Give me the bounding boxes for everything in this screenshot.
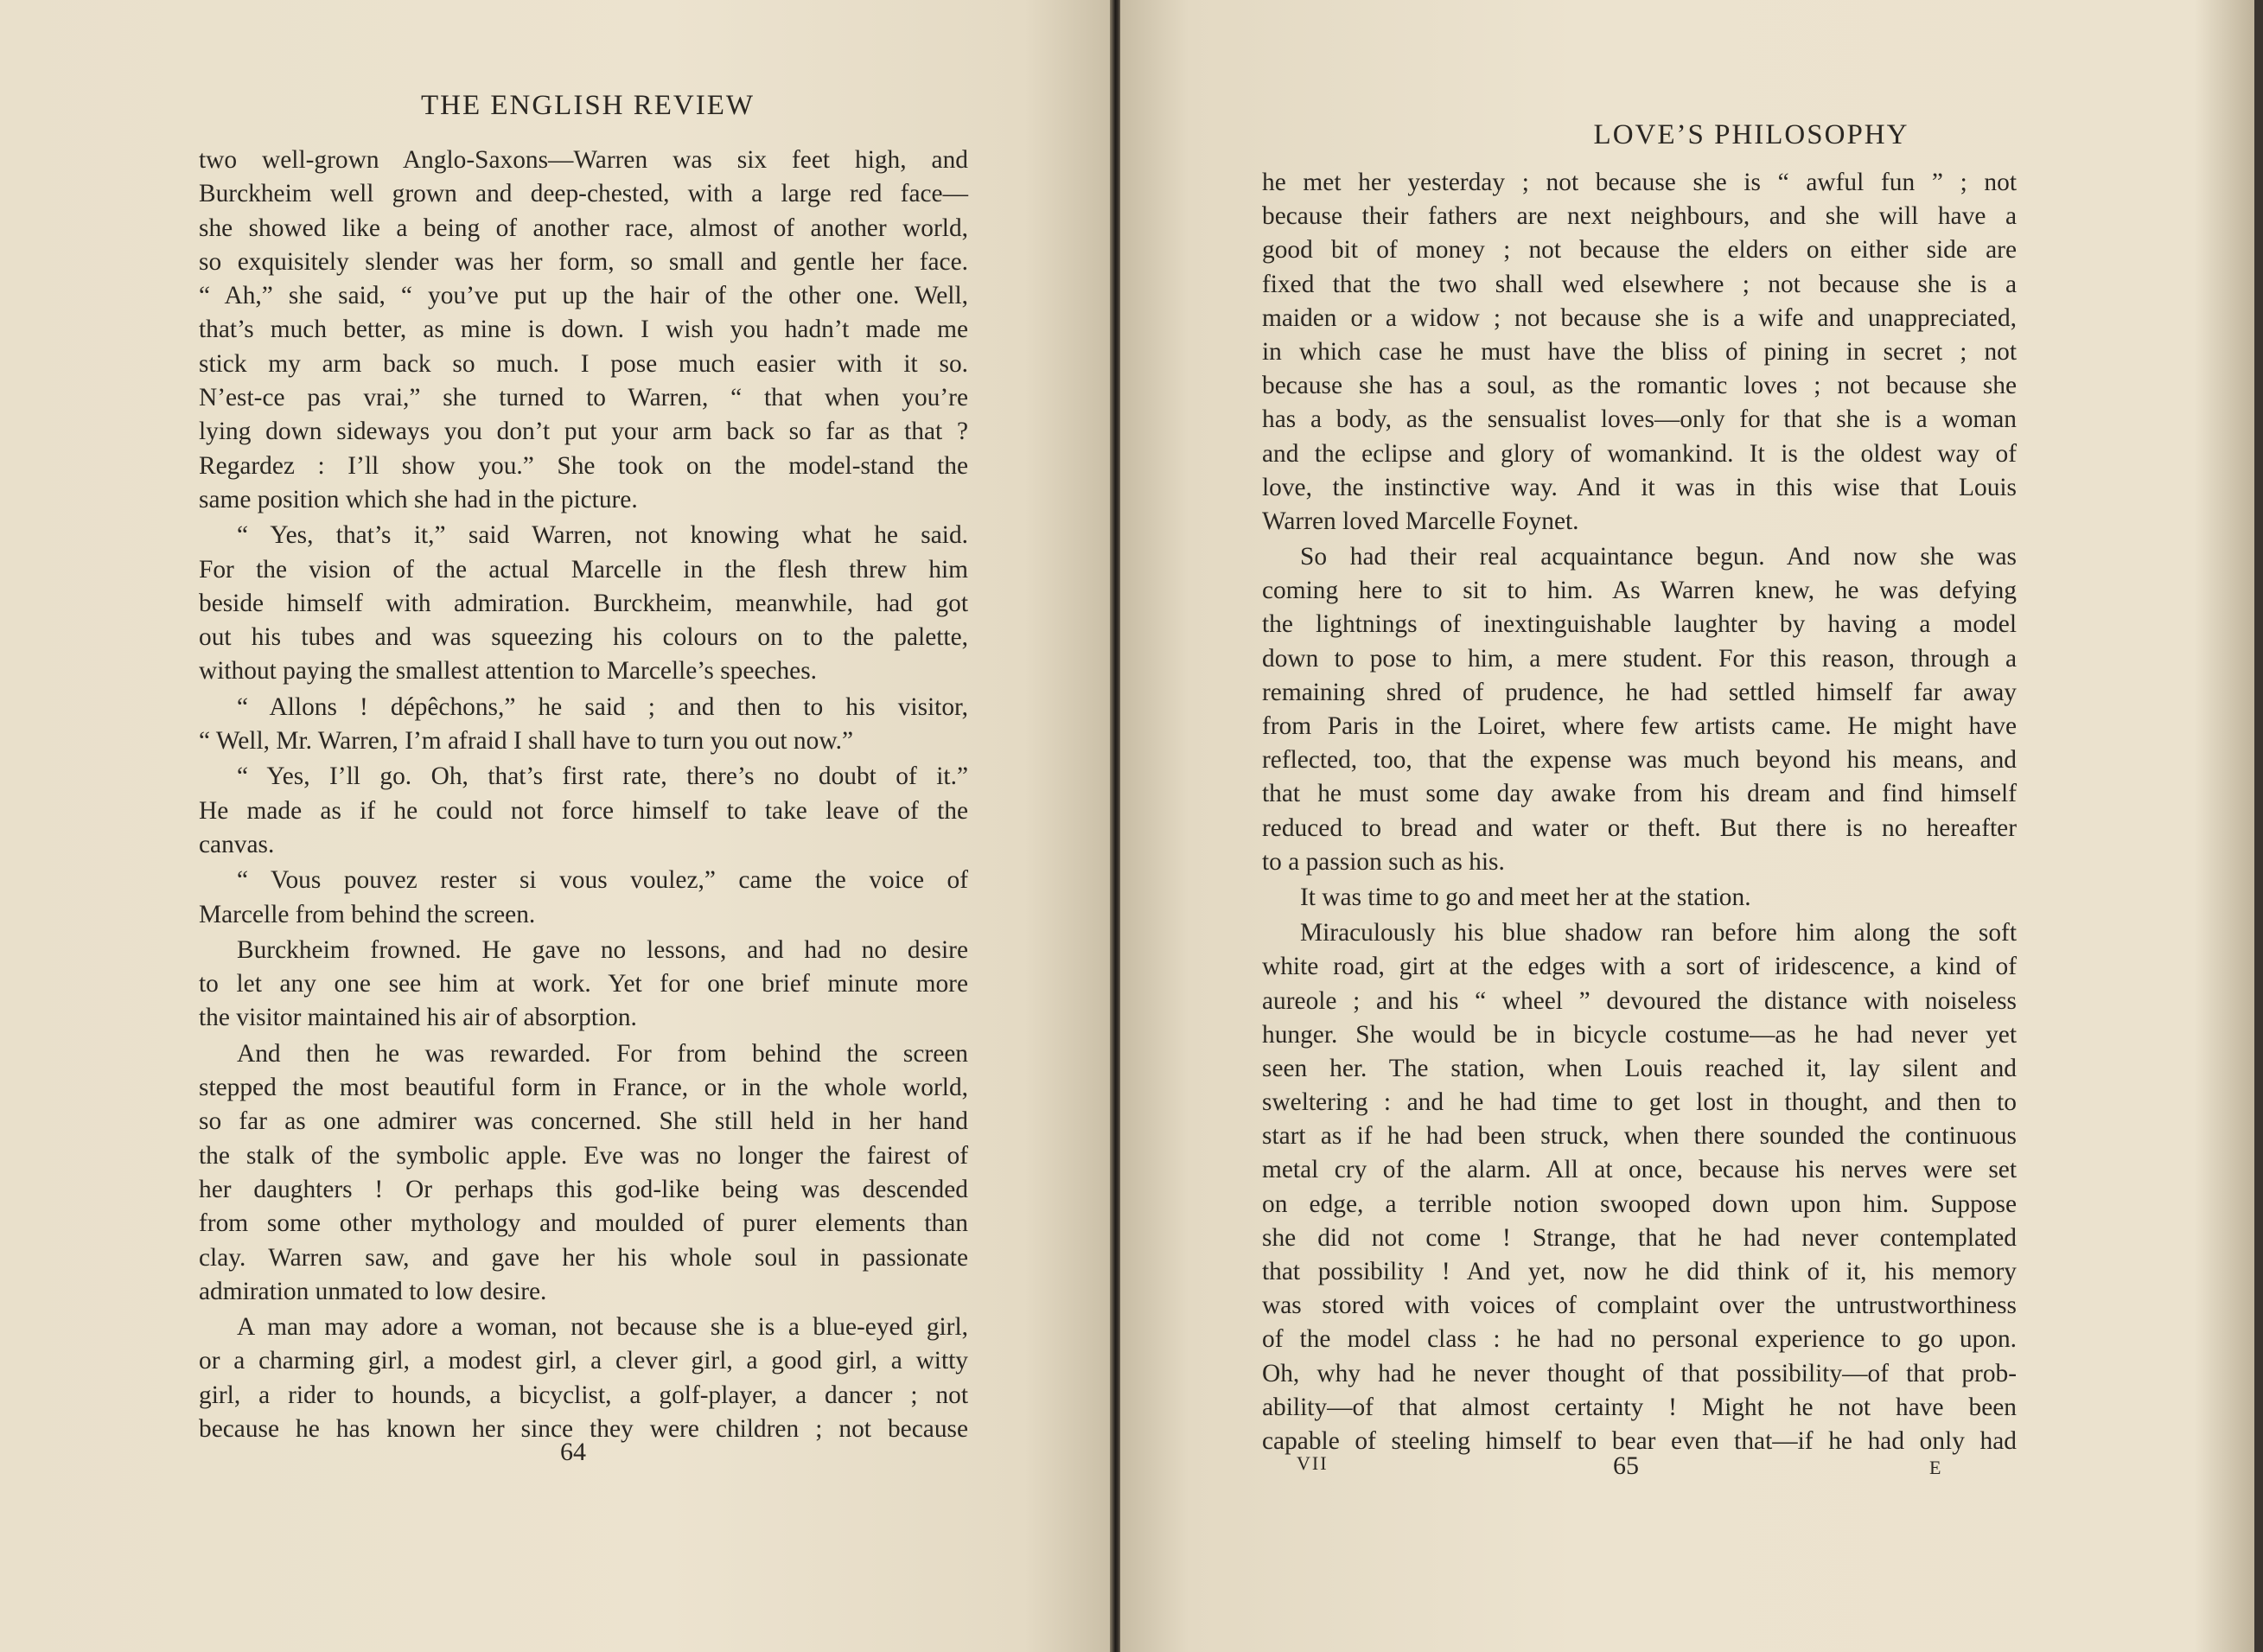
text-line: that he must some day awake from his dream and find himself [1262, 780, 2017, 808]
text-line: hunger. She would be in bicycle costume—as he had never yet [1262, 1020, 2017, 1049]
text-line: start as if he had been struck, when there sounded the continuous [1262, 1122, 2017, 1151]
paragraph [199, 144, 968, 517]
text-line: to let any one see him at work. Yet for one brief minute more [199, 970, 968, 998]
text-line: clay. Warren saw, and gave her his whole soul in passionate [199, 1243, 968, 1272]
book-edge [2254, 0, 2263, 1652]
text-line: because he has known her since they were children ; not because [199, 1414, 968, 1443]
page-number-right: 65 [1613, 1451, 1639, 1480]
text-line: N’est-ce pas vrai,” she turned to Warren, “ that when you’re [199, 384, 968, 412]
text-line: she showed like a being of another race, almost of another world, [199, 214, 968, 242]
paragraph [1262, 881, 2017, 915]
signature-mark-left: VII [1297, 1452, 1329, 1474]
text-line: from some other mythology and moulded of purer elements than [199, 1209, 968, 1238]
text-line: reflected, too, that the expense was much beyond his means, and [1262, 746, 2017, 775]
text-line: stick my arm back so much. I pose much easier with it so. [199, 349, 968, 378]
text-line: Regardez : I’ll show you.” She took on the model-stand the [199, 451, 968, 480]
text-line: “ Allons ! dépêchons,” he said ; and then to his visitor, [237, 692, 968, 721]
text-line: was stored with voices of complaint over the untrustworthiness [1262, 1292, 2017, 1320]
paragraph [199, 864, 968, 932]
paragraph [199, 1037, 968, 1309]
text-line: and the eclipse and glory of womankind. It is the oldest way of [1262, 439, 2017, 468]
text-line: that possibility ! And yet, now he did think of it, his memory [1262, 1258, 2017, 1285]
text-line: the lightnings of inextinguishable laughter by having a model [1262, 610, 2017, 639]
text-line: without paying the smallest attention to Marcelle’s speeches. [199, 657, 817, 686]
text-line: so exquisitely slender was her form, so small and gentle her face. [199, 247, 968, 276]
text-line: maiden or a widow ; not because she is a wife and unappreciated, [1262, 303, 2017, 332]
text-line: out his tubes and was squeezing his colours on to the palette, [199, 623, 968, 652]
text-line: sweltering : and he had time to get lost in thought, and then to [1262, 1088, 2017, 1117]
text-line: remaining shred of prudence, he had settled himself far away [1262, 678, 2017, 706]
text-line: seen her. The station, when Louis reached it, lay silent and [1262, 1054, 2017, 1082]
text-line: girl, a rider to hounds, a bicyclist, a golf-player, a dancer ; not [199, 1381, 968, 1409]
text-line: or a charming girl, a modest girl, a clever girl, a good girl, a witty [199, 1347, 968, 1375]
text-line: beside himself with admiration. Burckheim, meanwhile, had got [199, 589, 968, 617]
text-line: down to pose to him, a mere student. For this reason, through a [1262, 644, 2017, 673]
paragraph [199, 760, 968, 862]
text-line: ability—of that almost certainty ! Might he not have been [1262, 1393, 2017, 1421]
text-line: to a passion such as his. [1262, 847, 1505, 876]
text-line: that’s much better, as mine is down. I wish you hadn’t made me [199, 316, 968, 344]
text-line: aureole ; and his “ wheel ” devoured the distance with noiseless [1262, 986, 2017, 1015]
right-page [1120, 0, 2263, 1652]
paragraph [1262, 166, 2017, 539]
text-line: Burckheim frowned. He gave no lessons, and had no desire [237, 935, 968, 964]
text-line: has a body, as the sensualist loves—only for that she is a woman [1262, 405, 2017, 434]
running-head-right: LOVE’S PHILOSOPHY [1593, 119, 1909, 150]
text-line: “ Ah,” she said, “ you’ve put up the hair of the other one. Well, [199, 282, 968, 310]
text-line: the stalk of the symbolic apple. Eve was no longer the fairest of [199, 1141, 968, 1170]
text-line: love, the instinctive way. And it was in this wise that Louis [1262, 473, 2017, 501]
text-line: on edge, a terrible notion swooped down upon him. Suppose [1262, 1190, 2017, 1218]
text-line: Burckheim well grown and deep-chested, with a large red face— [199, 180, 968, 208]
paragraph [1262, 916, 2017, 1458]
text-line: in which case he must have the bliss of pining in secret ; not [1262, 337, 2017, 366]
text-line: “ Well, Mr. Warren, I’m afraid I shall have to turn you out now.” [199, 727, 854, 756]
signature-mark-right: E [1929, 1457, 1941, 1478]
text-line: Miraculously his blue shadow ran before him along the soft [1300, 919, 2017, 947]
text-line: same position which she had in the picture. [199, 485, 638, 513]
text-line: “ Yes, that’s it,” said Warren, not knowing what he said. [237, 521, 968, 550]
text-line: so far as one admirer was concerned. She still held in her hand [199, 1107, 968, 1136]
text-line: reduced to bread and water or theft. But there is no hereafter [1262, 813, 2017, 842]
text-line: because she has a soul, as the romantic loves ; not because she [1262, 372, 2017, 400]
text-line: He made as if he could not force himself to take leave of the [199, 796, 968, 825]
left-page [0, 0, 1113, 1652]
text-line: two well-grown Anglo-Saxons—Warren was six feet high, and [199, 146, 968, 174]
text-line: lying down sideways you don’t put your arm back so far as that ? [199, 418, 968, 446]
paragraph [199, 519, 968, 688]
text-line: good bit of money ; not because the elders on either side are [1262, 236, 2017, 265]
text-line: canvas. [199, 830, 275, 858]
text-line: Marcelle from behind the screen. [199, 900, 536, 928]
text-line: she did not come ! Strange, that he had never contemplated [1262, 1223, 2017, 1252]
text-line: Warren loved Marcelle Foynet. [1262, 507, 1579, 535]
text-line: Oh, why had he never thought of that possibility—of that prob- [1262, 1359, 2017, 1387]
text-line: So had their real acquaintance begun. And now she was [1300, 543, 2017, 571]
text-line: white road, girt at the edges with a sort of iridescence, a kind of [1262, 953, 2017, 981]
text-line: fixed that the two shall wed elsewhere ; not because she is a [1262, 270, 2017, 298]
paragraph [1262, 540, 2017, 879]
text-line: stepped the most beautiful form in France, or in the whole world, [199, 1074, 968, 1102]
text-line: A man may adore a woman, not because she is a blue-eyed girl, [237, 1313, 968, 1342]
text-line: metal cry of the alarm. All at once, because his nerves were set [1262, 1156, 2017, 1184]
text-line: And then he was rewarded. For from behind the screen [237, 1039, 968, 1068]
page-number-left: 64 [560, 1438, 586, 1466]
text-line: of the model class : he had no personal experience to go upon. [1262, 1325, 2017, 1354]
text-line: “ Yes, I’ll go. Oh, that’s first rate, there’s no doubt of it.” [237, 762, 968, 791]
paragraph [199, 1311, 968, 1446]
left-page-text [199, 144, 968, 1446]
text-line: “ Vous pouvez rester si vous voulez,” came the voice of [237, 866, 968, 895]
paragraph [199, 691, 968, 759]
right-page-text [1262, 166, 2017, 1458]
text-line: her daughters ! Or perhaps this god-like being was descended [199, 1175, 968, 1203]
text-line: It was time to go and meet her at the station. [1300, 883, 1751, 911]
paragraph [199, 934, 968, 1036]
text-line: coming here to sit to him. As Warren knew, he was defying [1262, 577, 2017, 605]
text-line: from Paris in the Loiret, where few artists came. He might have [1262, 712, 2017, 740]
text-line: because their fathers are next neighbours, and she will have a [1262, 202, 2017, 231]
text-line: admiration unmated to low desire. [199, 1277, 547, 1305]
text-line: the visitor maintained his air of absorption. [199, 1004, 637, 1032]
text-line: For the vision of the actual Marcelle in the flesh threw him [199, 555, 968, 584]
text-line: he met her yesterday ; not because she is “ awful fun ” ; not [1262, 169, 2017, 196]
running-head-left: THE ENGLISH REVIEW [420, 90, 755, 121]
text-line: capable of steeling himself to bear even that—if he had only had [1262, 1426, 2017, 1455]
